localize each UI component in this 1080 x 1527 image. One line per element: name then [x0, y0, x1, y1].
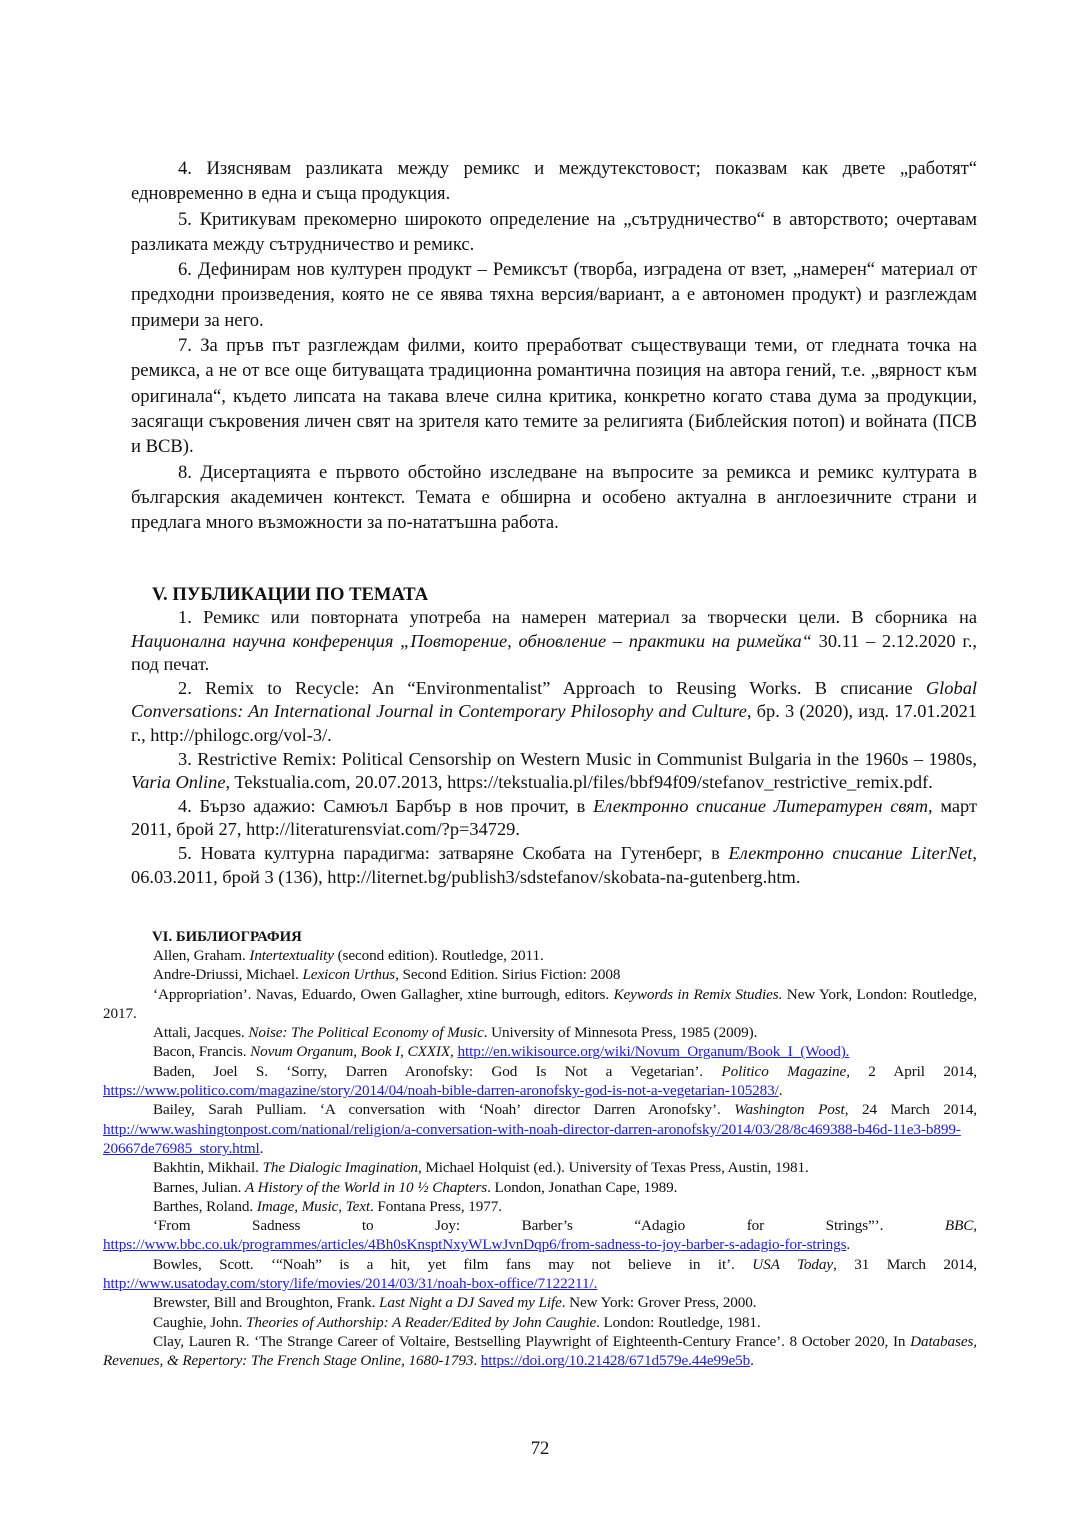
bibliography-list	[103, 946, 977, 1371]
bibliography-entry: Barnes, Julian. A History of the World in 10 ½ Chapters. London, Jonathan Cape, 1989.	[153, 1178, 678, 1196]
bibliography-link[interactable]: https://www.bbc.co.uk/programmes/articles/4Bh0sKnsptNxyWLwJvnDqp6/from-sadness-to-joy-barber-s-adagio-for-strings	[103, 1236, 847, 1254]
bibliography-link[interactable]: https://doi.org/10.21428/671d579e.44e99e5b	[480, 1352, 751, 1370]
bibliography-entry: Andre-Driussi, Michael. Lexicon Urthus, Second Edition. Sirius Fiction: 2008	[153, 966, 621, 984]
contribution-item: 6. Дефинирам нов културен продукт – Ремиксът (творба, изградена от взет, „намерен“ материал от предходни произведения, която не се явява тяхна версия/вариант, а е автономен продукт) и разглеждам примери за него.	[131, 259, 977, 331]
bibliography-entry: Bowles, Scott. ‘“Noah” is a hit, yet film fans may not believe in it’. USA Today, 31 March 2014, http://www.usatoday.com/story/life/movies/2014/03/31/noah-box-office/7122211/.	[103, 1255, 977, 1293]
contribution-item: 8. Дисертацията е първото обстойно изследване на въпросите за ремикса и ремикс културата в българския академичен контекст. Темата е обширна и особено актуална в англоезичните страни и предлага много възможности за по-нататъшна работа.	[131, 461, 977, 534]
publication-item: 5. Новата културна парадигма: затваряне Скобата на Гутенберг, в Електронно списание LiterNet, 06.03.2011, брой 3 (136), http://liternet.bg/publish3/sdstefanov/skobata-na-gutenberg.htm.	[131, 842, 977, 887]
bibliography-link[interactable]: http://www.usatoday.com/story/life/movies/2014/03/31/noah-box-office/7122211/.	[103, 1275, 598, 1293]
bibliography-entry: Bakhtin, Mikhail. The Dialogic Imagination, Michael Holquist (ed.). University of Texas Press, Austin, 1981.	[153, 1159, 809, 1177]
contribution-item: 5. Критикувам прекомерно широкото определение на „сътрудничество“ в авторството; очертавам разликата между сътрудничество и ремикс.	[131, 208, 977, 255]
bibliography-entry: Allen, Graham. Intertextuality (second edition). Routledge, 2011.	[153, 947, 544, 964]
page-number: 72	[530, 1438, 550, 1459]
bibliography-entry: ‘From Sadness to Joy: Barber’s “Adagio for Strings”’. BBC, https://www.bbc.co.uk/programmes/articles/4Bh0sKnsptNxyWLwJvnDqp6/from-sadness-to-joy-barber-s-adagio-for-strings.	[103, 1217, 977, 1254]
bibliography-link[interactable]: https://www.politico.com/magazine/story/2014/04/noah-bible-darren-aronofsky-god-is-not-a-vegetarian-105283/	[103, 1082, 779, 1100]
bibliography-entry: ‘Appropriation’. Navas, Eduardo, Owen Gallagher, xtine burrough, editors. Keywords in Remix Studies. New York, London: Routledge, 2017.	[103, 985, 977, 1022]
publication-item: 3. Restrictive Remix: Political Censorship on Western Music in Communist Bulgaria in the 1960s – 1980s, Varia Online, Tekstualia.com, 20.07.2013, https://tekstualia.pl/files/bbf94f09/stefanov_restrictive_remix.pdf.	[131, 748, 977, 793]
bibliography-entry: Bailey, Sarah Pulliam. ‘A conversation with ‘Noah’ director Darren Aronofsky’. Washington Post, 24 March 2014, http://www.washingtonpost.com/national/religion/a-conversation-with-noah-director-darren-aronofsky/2014/03/28/8c469388-b46d-11e3-b899-20667de76985_story.html.	[103, 1101, 978, 1157]
bibliography-entry: Barthes, Roland. Image, Music, Text. Fontana Press, 1977.	[153, 1197, 502, 1215]
bibliography-heading: VI. БИБЛИОГРАФИЯ	[152, 929, 302, 945]
publications-heading: V. ПУБЛИКАЦИИ ПО ТЕМАТА	[152, 584, 429, 605]
publication-item: 2. Remix to Recycle: An “Environmentalist” Approach to Reusing Works. В списание Global Conversations: An International Journal in Contemporary Philosophy and Culture, бр. 3 (2020), изд. 17.01.2021 г., http://philogc.org/vol-3/.	[131, 677, 977, 745]
bibliography-link[interactable]: http://www.washingtonpost.com/national/religion/a-conversation-with-noah-director-darren-aronofsky/2014/03/28/8c469388-b46d-11e3-b899-20667de76985_story.html	[103, 1120, 961, 1157]
bibliography-entry: Attali, Jacques. Noise: The Political Economy of Music. University of Minnesota Press, 1985 (2009).	[153, 1024, 758, 1042]
bibliography-link[interactable]: http://en.wikisource.org/wiki/Novum_Organum/Book_I_(Wood).	[457, 1043, 850, 1061]
publication-item: 1. Ремикс или повторната употреба на намерен материал за творчески цели. В сборника на Национална научна конференция „Повторение, обновление – практики на римейка“ 30.11 – 2.12.2020 г., под печат.	[131, 607, 977, 675]
publication-item: 4. Бързо адажио: Самюъл Барбър в нов прочит, в Електронно списание Литературен свят, март 2011, брой 27, http://literaturensviat.com/?p=34729.	[131, 795, 978, 840]
contribution-item: 7. За пръв път разглеждам филми, които преработват съществуващи теми, от гледната точка на ремикса, а не от все още битуващата традиционна романтична позиция на автора гений, т.е. „вярност към оригинала“, където липсата на такава влече силна критика, конкретно когато става дума за продукции, засягащи съкровения личен свят на зрителя като темите за религията (Библейския потоп) и войната (ПСВ и ВСВ).	[131, 335, 977, 458]
contributions-list	[131, 156, 977, 535]
bibliography-entry: Baden, Joel S. ‘Sorry, Darren Aronofsky: God Is Not a Vegetarian’. Politico Magazine, 2 April 2014, https://www.politico.com/magazine/story/2014/04/noah-bible-darren-aronofsky-god-is-not-a-vegetarian-105283/.	[103, 1062, 977, 1100]
bibliography-entry: Clay, Lauren R. ‘The Strange Career of Voltaire, Bestselling Playwright of Eighteenth-Century France’. 8 October 2020, In Databases, Revenues, & Repertory: The French Stage Online, 1680-1793. https://doi.org/10.21428/671d579e.44e99e5b.	[103, 1332, 977, 1370]
contribution-item: 4. Изяснявам разликата между ремикс и междутекстовост; показвам как двете „работят“ едновременно в една и съща продукция.	[131, 158, 977, 205]
bibliography-entry: Bacon, Francis. Novum Organum, Book I, CXXIX, http://en.wikisource.org/wiki/Novum_Organum/Book_I_(Wood).	[153, 1043, 850, 1061]
bibliography-entry: Brewster, Bill and Broughton, Frank. Last Night a DJ Saved my Life. New York: Grover Press, 2000.	[153, 1294, 757, 1312]
bibliography-entry: Caughie, John. Theories of Authorship: A Reader/Edited by John Caughie. London: Routledge, 1981.	[153, 1313, 761, 1331]
publications-list	[131, 606, 977, 889]
